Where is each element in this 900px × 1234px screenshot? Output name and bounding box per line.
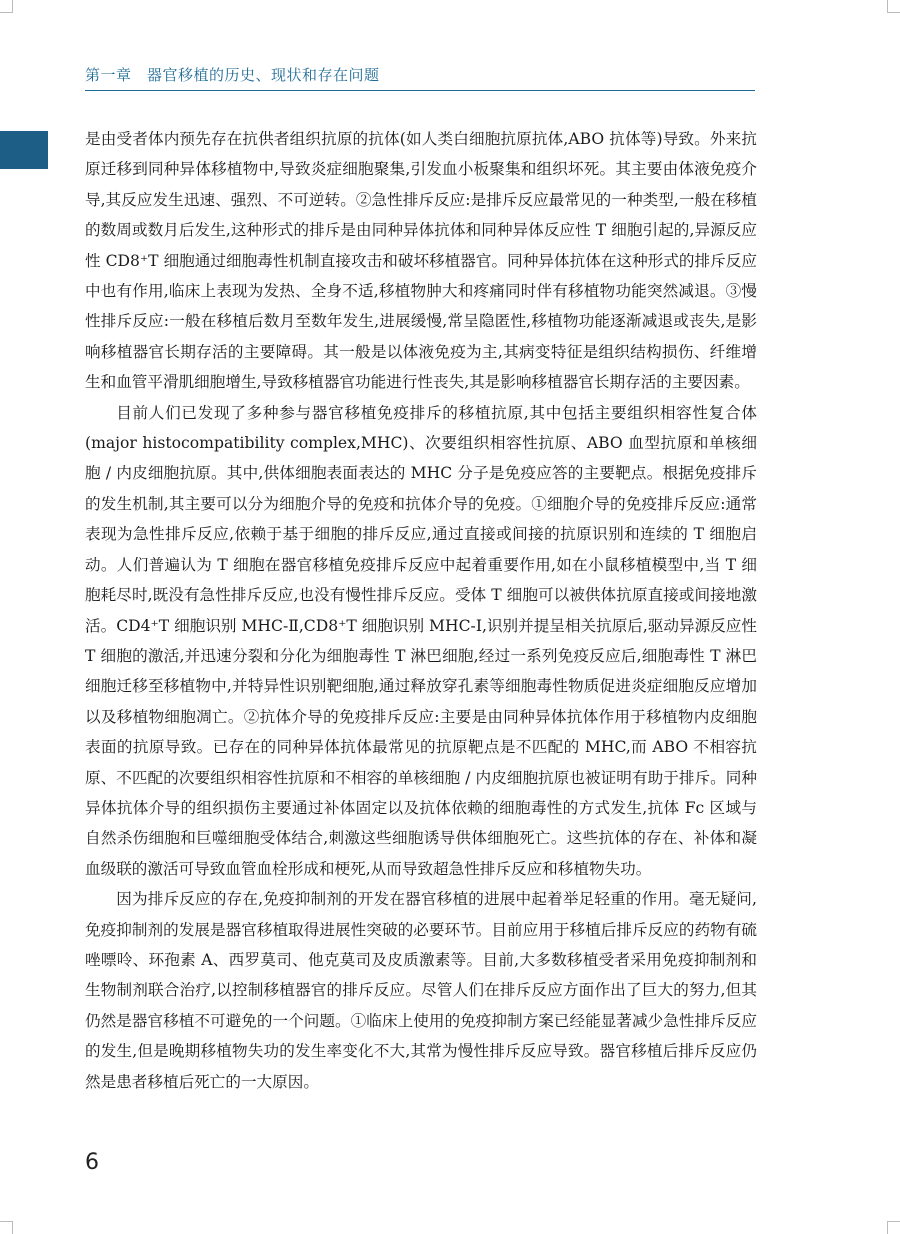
crop-mark-top-left [0, 0, 13, 13]
running-header: 第一章 器官移植的历史、现状和存在问题 [85, 66, 380, 84]
paragraph-2: 目前人们已发现了多种参与器官移植免疫排斥的移植抗原,其中包括主要组织相容性复合体(major histocompatibility complex,MHC)、次要组织相容性抗原、ABO 血型抗原和单核细胞 / 内皮细胞抗原。其中,供体细胞表面表达的 MHC 分子是免疫应答的主要靶点。根据免疫排斥的发生机制,其主要可以分为细胞介导的免疫和抗体介导的免疫。①细胞介导的免疫排斥反应:通常表现为急性排斥反应,依赖于基于细胞的排斥反应,通过直接或间接的抗原识别和连续的 T 细胞启动。人们普遍认为 T 细胞在器官移植免疫排斥反应中起着重要作用,如在小鼠移植模型中,当 T 细胞耗尽时,既没有急性排斥反应,也没有慢性排斥反应。受体 T 细胞可以被供体抗原直接或间接地激活。CD4⁺T 细胞识别 MHC-Ⅱ,CD8⁺T 细胞识别 MHC-Ⅰ,识别并提呈相关抗原后,驱动异源反应性 T 细胞的激活,并迅速分裂和分化为细胞毒性 T 淋巴细胞,经过一系列免疫反应后,细胞毒性 T 淋巴细胞迁移至移植物中,并特异性识别靶细胞,通过释放穿孔素等细胞毒性物质促进炎症细胞反应增加以及移植物细胞凋亡。②抗体介导的免疫排斥反应:主要是由同种异体抗体作用于移植物内皮细胞表面的抗原导致。已存在的同种异体抗体最常见的抗原靶点是不匹配的 MHC,而 ABO 不相容抗原、不匹配的次要组织相容性抗原和不相容的单核细胞 / 内皮细胞抗原也被证明有助于排斥。同种异体抗体介导的组织损伤主要通过补体固定以及抗体依赖的细胞毒性的方式发生,抗体 Fc 区域与自然杀伤细胞和巨噬细胞受体结合,刺激这些细胞诱导供体细胞死亡。这些抗体的存在、补体和凝血级联的激活可导致血管血栓形成和梗死,从而导致超急性排斥反应和移植物失功。 [85, 403, 757, 878]
crop-mark-bottom-left [0, 1221, 13, 1234]
paragraph-1: 是由受者体内预先存在抗供者组织抗原的抗体(如人类白细胞抗原抗体,ABO 抗体等)导致。外来抗原迁移到同种异体移植物中,导致炎症细胞聚集,引发血小板聚集和组织坏死。其主要由体液免疫介导,其反应发生迅速、强烈、不可逆转。②急性排斥反应:是排斥反应最常见的一种类型,一般在移植的数周或数月后发生,这种形式的排斥是由同种异体抗体和同种异体反应性 T 细胞引起的,异源反应性 CD8⁺T 细胞通过细胞毒性机制直接攻击和破坏移植器官。同种异体抗体在这种形式的排斥反应中也有作用,临床上表现为发热、全身不适,移植物肿大和疼痛同时伴有移植物功能突然减退。③慢性排斥反应:一般在移植后数月至数年发生,进展缓慢,常呈隐匿性,移植物功能逐渐减退或丧失,是影响移植器官长期存活的主要障碍。其一般是以体液免疫为主,其病变特征是组织结构损伤、纤维增生和血管平滑肌细胞增生,导致移植器官功能进行性丧失,其是影响移植器官长期存活的主要因素。 [85, 130, 757, 392]
crop-mark-top-right [887, 0, 900, 13]
chapter-side-tab [0, 131, 48, 169]
paragraph-3: 因为排斥反应的存在,免疫抑制剂的开发在器官移植的进展中起着举足轻重的作用。毫无疑问,免疫抑制剂的发展是器官移植取得进展性突破的必要环节。目前应用于移植后排斥反应的药物有硫唑嘌呤、环孢素 A、西罗莫司、他克莫司及皮质激素等。目前,大多数移植受者采用免疫抑制剂和生物制剂联合治疗,以控制移植器官的排斥反应。尽管人们在排斥反应方面作出了巨大的努力,但其仍然是器官移植不可避免的一个问题。①临床上使用的免疫抑制方案已经能显著减少急性排斥反应的发生,但是晚期移植物失功的发生率变化不大,其常为慢性排斥反应导致。器官移植后排斥反应仍然是患者移植后死亡的一大原因。 [85, 890, 757, 1091]
page-body [85, 124, 757, 1097]
crop-mark-bottom-right [887, 1221, 900, 1234]
page-number: 6 [85, 1150, 99, 1175]
header-rule [85, 90, 755, 91]
